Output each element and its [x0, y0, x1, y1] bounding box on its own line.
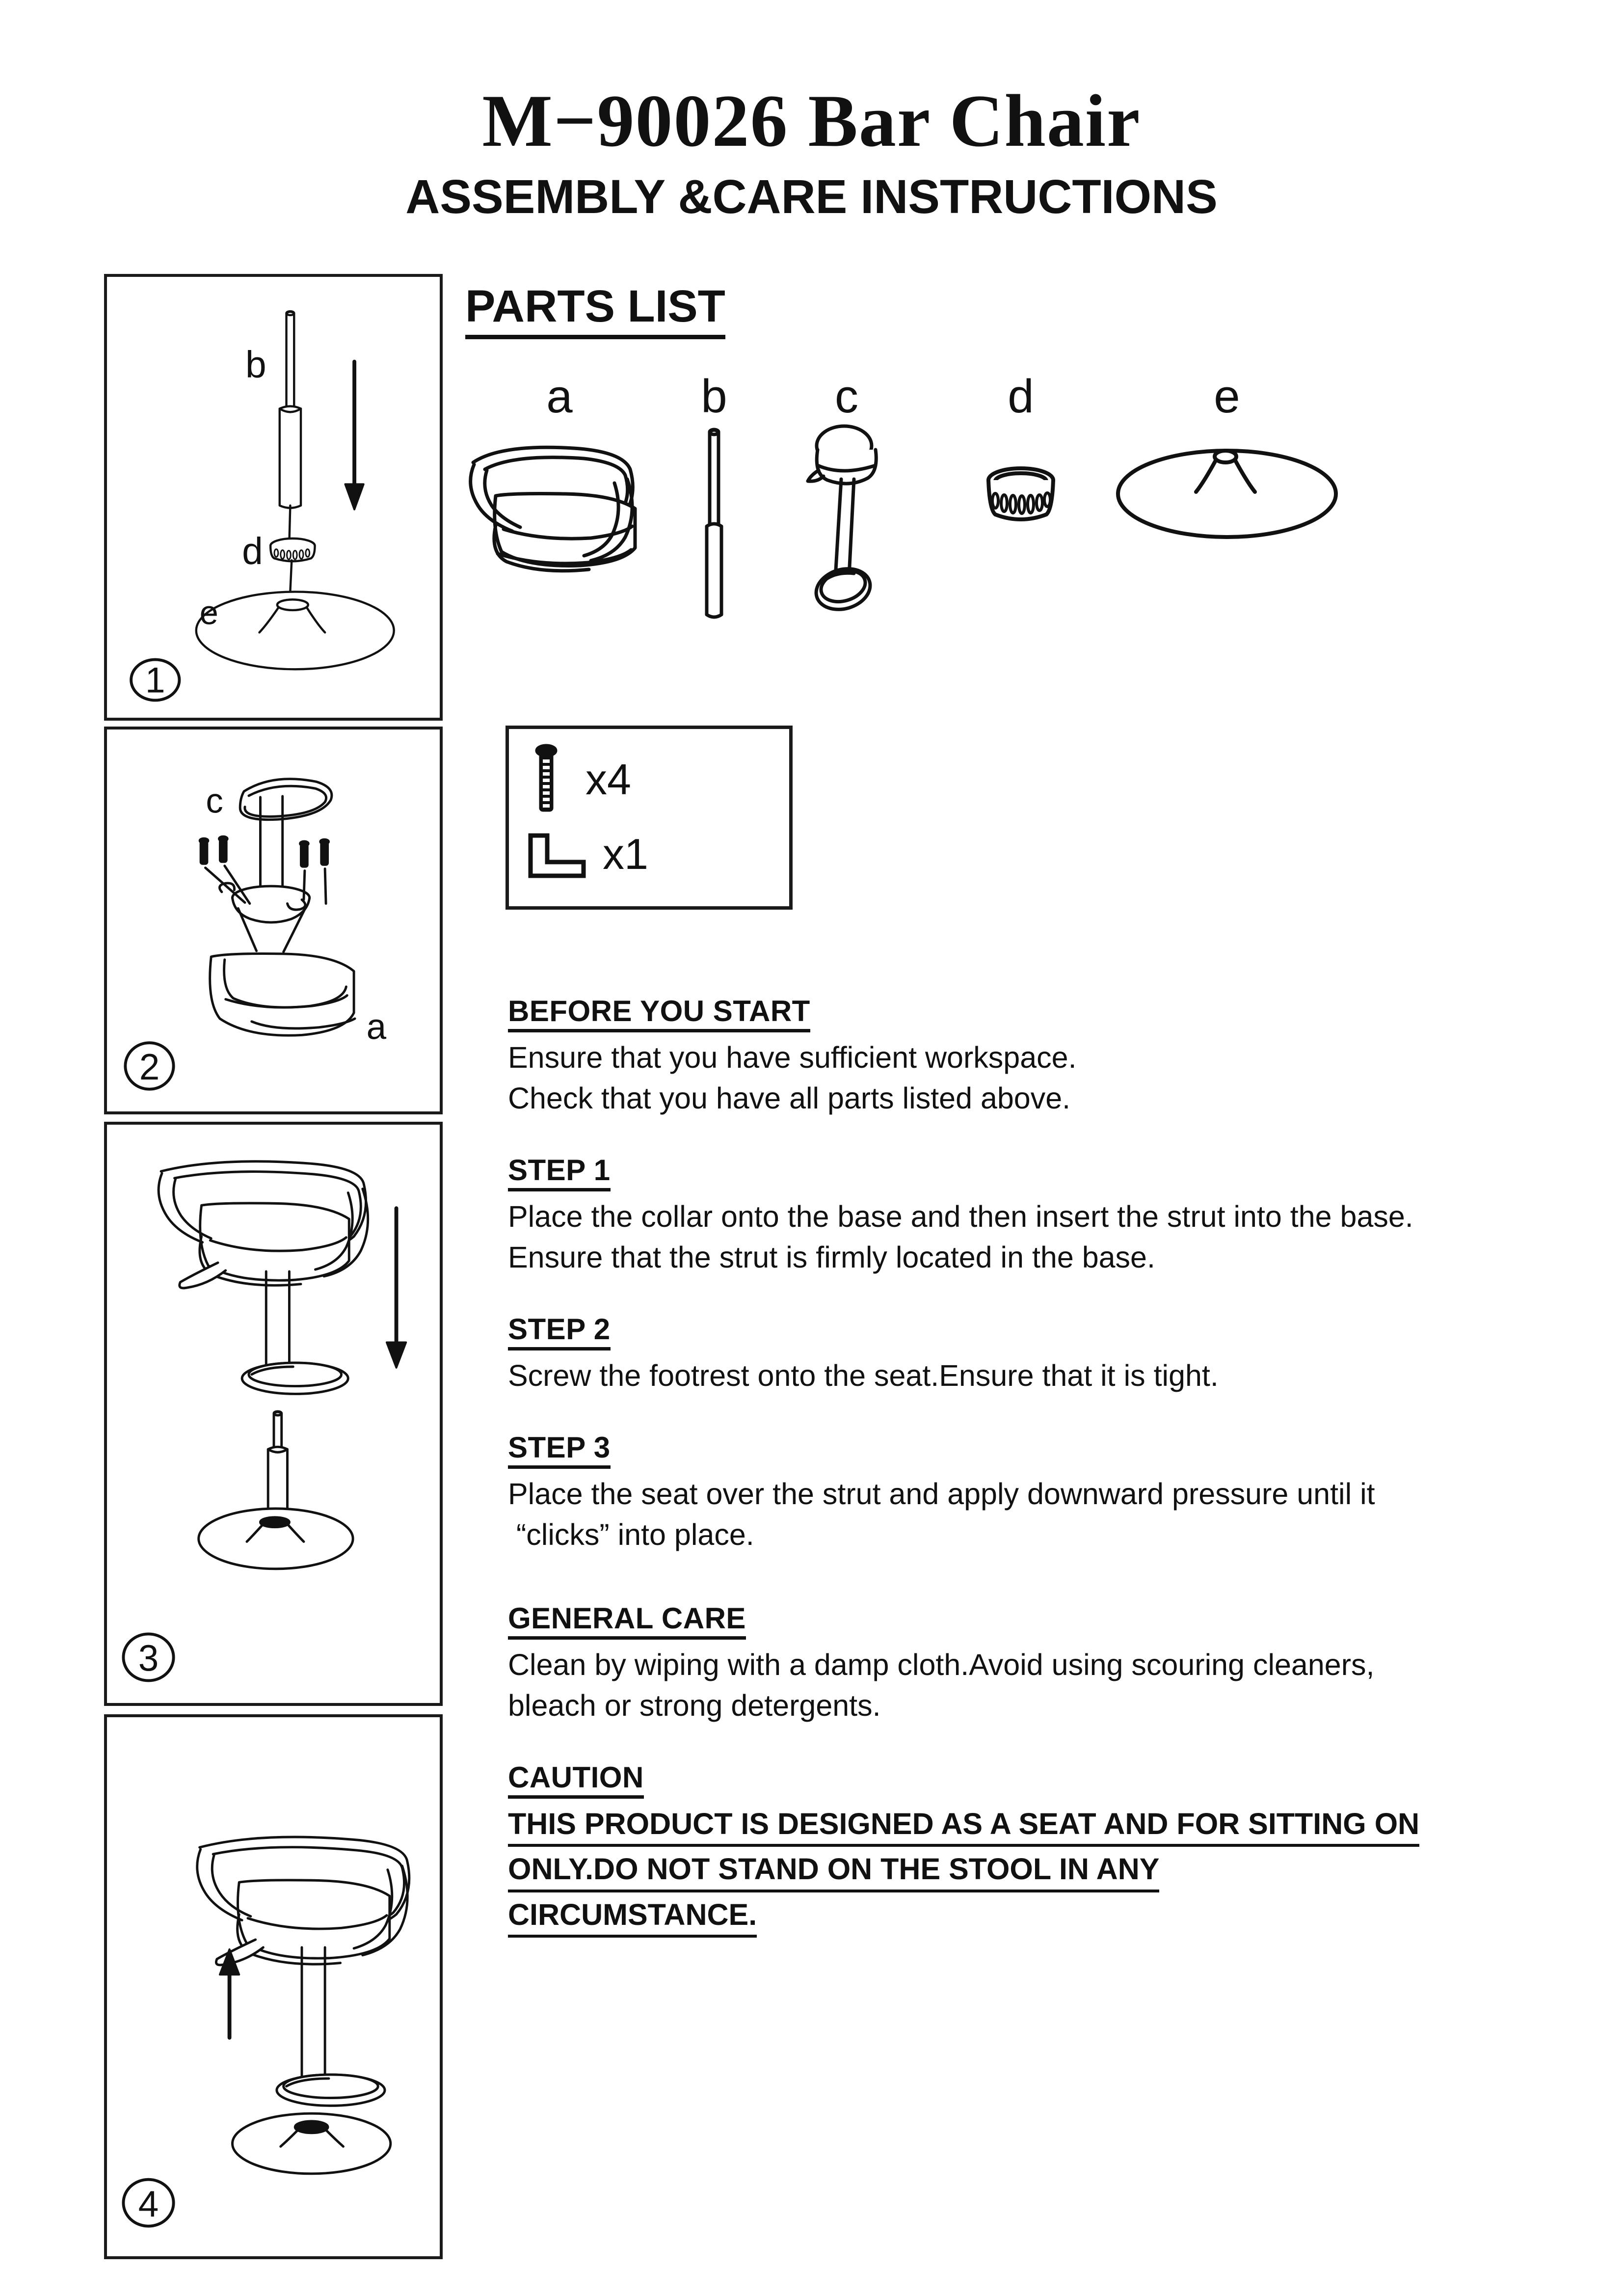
caution-body — [508, 1804, 1519, 1938]
collar-part-icon — [957, 465, 1085, 539]
step-1-illustration — [107, 277, 440, 718]
step-panel-4 — [104, 1714, 443, 2259]
section-caution — [508, 1757, 1519, 1938]
page-subtitle: ASSEMBLY &CARE INSTRUCTIONS — [405, 170, 1218, 223]
part-item-b — [672, 370, 756, 621]
caution-line-1: THIS PRODUCT IS DESIGNED AS A SEAT AND FOR SITTING ON — [508, 1804, 1419, 1847]
part-letter-a: a — [546, 370, 573, 423]
step-1-line-2: Ensure that the strut is firmly located in the base. — [508, 1240, 1155, 1274]
step-1-line-1: Place the collar onto the base and then insert the strut into the base. — [508, 1199, 1413, 1233]
step-2-heading: STEP 2 — [508, 1314, 611, 1351]
general-care-line-1: Clean by wiping with a damp cloth.Avoid using scouring cleaners, — [508, 1648, 1375, 1681]
general-care-body — [508, 1645, 1519, 1726]
panel-1-label-b: b — [245, 344, 266, 386]
part-letter-b: b — [701, 370, 727, 423]
step-panel-2 — [104, 727, 443, 1114]
base-part-icon — [1099, 440, 1355, 543]
caution-line-3: CIRCUMSTANCE. — [508, 1895, 757, 1938]
before-you-start-body — [508, 1038, 1519, 1118]
hardware-row-allen-key — [524, 830, 648, 879]
part-item-c — [775, 370, 918, 616]
screw-quantity: x4 — [585, 755, 631, 804]
spacer — [508, 1119, 1519, 1150]
panel-2-label-c: c — [206, 782, 223, 821]
parts-list-row — [461, 370, 1541, 619]
part-item-d — [957, 370, 1085, 539]
panel-3-number: 3 — [138, 1637, 159, 1679]
screw-icon — [532, 743, 560, 816]
step-3-line-2: “clicks” into place. — [508, 1517, 754, 1551]
before-you-start-line-1: Ensure that you have sufficient workspace. — [508, 1040, 1077, 1074]
spacer — [508, 1727, 1519, 1757]
part-letter-e: e — [1214, 370, 1240, 423]
panel-4-number: 4 — [138, 2183, 159, 2224]
instructions-column — [508, 991, 1519, 1940]
step-panel-1 — [104, 274, 443, 721]
section-before-you-start — [508, 991, 1519, 1118]
step-3-illustration — [107, 1125, 440, 1703]
before-you-start-line-2: Check that you have all parts listed above. — [508, 1081, 1071, 1115]
panel-2-number: 2 — [139, 1046, 160, 1088]
general-care-line-2: bleach or strong detergents. — [508, 1688, 881, 1722]
caution-line-2: ONLY.DO NOT STAND ON THE STOOL IN ANY — [508, 1849, 1159, 1892]
step-3-body — [508, 1474, 1519, 1555]
section-step-3 — [508, 1427, 1519, 1555]
part-letter-c: c — [835, 370, 858, 423]
hardware-box — [506, 726, 793, 910]
step-3-line-1: Place the seat over the strut and apply downward pressure until it — [508, 1477, 1375, 1511]
step-1-heading: STEP 1 — [508, 1155, 611, 1191]
footrest-part-icon — [775, 424, 918, 616]
step-panel-3 — [104, 1122, 443, 1706]
panel-1-label-d: d — [242, 530, 263, 573]
part-item-e — [1099, 370, 1355, 543]
general-care-heading: GENERAL CARE — [508, 1603, 746, 1640]
panel-2-label-a: a — [366, 1007, 387, 1047]
section-general-care — [508, 1598, 1519, 1726]
hardware-row-screw — [532, 743, 631, 816]
panel-1-label-e: e — [199, 594, 218, 632]
spacer — [508, 1278, 1519, 1309]
before-you-start-heading: BEFORE YOU START — [508, 996, 810, 1032]
part-letter-d: d — [1008, 370, 1034, 423]
step-2-illustration — [107, 729, 440, 1111]
spacer — [508, 1397, 1519, 1427]
spacer — [508, 1556, 1519, 1598]
step-4-illustration — [107, 1717, 440, 2256]
section-step-2 — [508, 1309, 1519, 1396]
step-1-body — [508, 1197, 1519, 1277]
seat-part-icon — [461, 424, 658, 601]
step-3-heading: STEP 3 — [508, 1432, 611, 1469]
step-2-line-1: Screw the footrest onto the seat.Ensure that it is tight. — [508, 1358, 1219, 1392]
allen-key-icon — [524, 830, 590, 879]
allen-key-quantity: x1 — [603, 830, 648, 878]
part-item-a — [461, 370, 658, 601]
section-step-1 — [508, 1150, 1519, 1277]
panel-1-number: 1 — [145, 660, 165, 701]
step-2-body — [508, 1356, 1519, 1396]
strut-part-icon — [672, 424, 756, 621]
parts-list-heading: PARTS LIST — [465, 284, 725, 339]
caution-heading: CAUTION — [508, 1762, 644, 1799]
page-title: M−90026 Bar Chair — [482, 80, 1141, 162]
